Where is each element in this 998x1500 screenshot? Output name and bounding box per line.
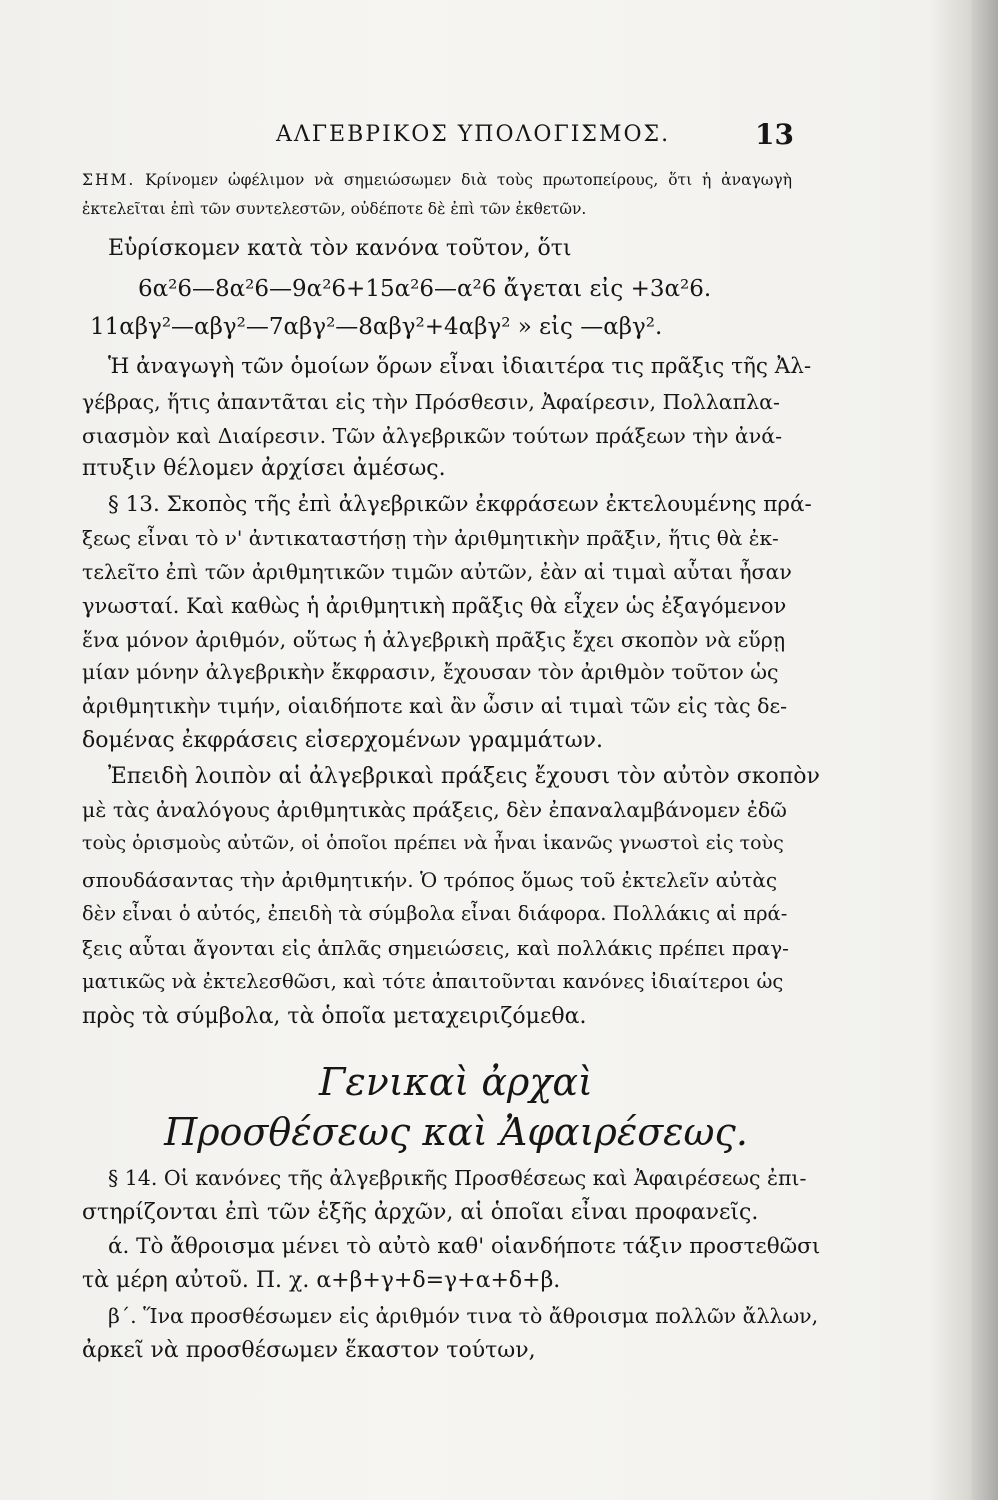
- running-header: ΑΛΓΕΒΡΙΚΟΣ ΥΠΟΛΟΓΙΣΜΟΣ.: [276, 122, 671, 147]
- text-line: τελεῖτο ἐπὶ τῶν ἀριθμητικῶν τιμῶν αὐτῶν, ἐὰν αἱ τιμαὶ αὗται ἦσαν: [82, 560, 792, 584]
- text-line: ματικῶς νὰ ἐκτελεσθῶσι, καὶ τότε ἀπαιτοῦνται κανόνες ἰδιαίτεροι ὡς: [82, 970, 784, 993]
- text-line: τὰ μέρη αὐτοῦ. Π. χ. α+β+γ+δ=γ+α+δ+β.: [82, 1268, 561, 1293]
- text-line: πτυξιν θέλομεν ἀρχίσει ἀμέσως.: [82, 456, 446, 481]
- text-line: ξεως εἶναι τὸ ν' ἀντικαταστήσῃ τὴν ἀριθμητικὴν πρᾶξιν, ἥτις θὰ ἐκ-: [82, 526, 779, 550]
- text-line: Εὑρίσκομεν κατὰ τὸν κανόνα τοῦτον, ὅτι: [108, 236, 572, 261]
- text-line: δὲν εἶναι ὁ αὐτός, ἐπειδὴ τὰ σύμβολα εἶναι διάφορα. Πολλάκις αἱ πρά-: [82, 902, 788, 925]
- text-line: Ἡ ἀναγωγὴ τῶν ὁμοίων ὅρων εἶναι ἰδιαιτέρα τις πρᾶξις τῆς Ἀλ-: [108, 354, 812, 379]
- text-line: πρὸς τὰ σύμβολα, τὰ ὁποῖα μεταχειριζόμεθα.: [82, 1004, 587, 1029]
- text-line: γνωσταί. Καὶ καθὼς ἡ ἀριθμητικὴ πρᾶξις θὰ εἶχεν ὡς ἐξαγόμενον: [82, 594, 787, 618]
- section-heading-line1: Γενικαὶ ἀρχαὶ: [319, 1060, 593, 1104]
- text-line: γέβρας, ἥτις ἀπαντᾶται εἰς τὴν Πρόσθεσιν, Ἀφαίρεσιν, Πολλαπλα-: [82, 390, 780, 414]
- text-line: ἀριθμητικὴν τιμήν, οἱαιδήποτε καὶ ἂν ὦσιν αἱ τιμαὶ τῶν εἰς τὰς δε-: [82, 694, 788, 718]
- text-line: τοὺς ὁρισμοὺς αὐτῶν, οἱ ὁποῖοι πρέπει νὰ ἦναι ἱκανῶς γνωστοὶ εἰς τοὺς: [82, 832, 784, 854]
- text-line: σπουδάσαντας τὴν ἀριθμητικήν. Ὁ τρόπος ὅμως τοῦ ἐκτελεῖν αὐτὰς: [82, 868, 778, 892]
- text-line: § 14. Οἱ κανόνες τῆς ἀλγεβρικῆς Προσθέσεως καὶ Ἀφαιρέσεως ἐπι-: [108, 1166, 807, 1190]
- text-line: ά. Τὸ ἄθροισμα μένει τὸ αὐτὸ καθ' οἱανδήποτε τάξιν προστεθῶσι: [108, 1234, 821, 1259]
- text-line: σιασμὸν καὶ Διαίρεσιν. Τῶν ἀλγεβρικῶν τούτων πράξεων τὴν ἀνά-: [82, 424, 783, 448]
- text-line: στηρίζονται ἐπὶ τῶν ἑξῆς ἀρχῶν, αἱ ὁποῖαι εἶναι προφανεῖς.: [82, 1200, 759, 1225]
- section-heading-line2: Προσθέσεως καὶ Ἀφαιρέσεως.: [164, 1110, 748, 1154]
- page-edge: [972, 0, 998, 1500]
- text-line: μὲ τὰς ἀναλόγους ἀριθμητικὰς πράξεις, δὲν ἐπαναλαμβάνομεν ἐδῶ: [82, 798, 787, 822]
- text-line: ἕνα μόνον ἀριθμόν, οὕτως ἡ ἀλγεβρικὴ πρᾶξις ἔχει σκοπὸν νὰ εὕρῃ: [82, 628, 786, 652]
- note-label: ΣΗΜ.: [82, 171, 136, 189]
- footnote: [82, 166, 792, 224]
- page-number: 13: [755, 118, 794, 151]
- equation-line: 6α²6—8α²6—9α²6+15α²6—α²6 ἄγεται εἰς +3α²6.: [138, 276, 712, 302]
- note-text: Κρίνομεν ὠφέλιμον νὰ σημειώσωμεν διὰ τοὺς πρωτοπείρους, ὅτι ἡ ἀναγωγὴ ἐκτελεῖται ἐπὶ τῶν συντελεστῶν, οὐδέποτε δὲ ἐπὶ τῶν ἐκθετῶν.: [82, 171, 792, 218]
- text-line: Ἐπειδὴ λοιπὸν αἱ ἀλγεβρικαὶ πράξεις ἔχουσι τὸν αὐτὸν σκοπὸν: [108, 764, 820, 789]
- text-line: δομένας ἐκφράσεις εἰσερχομένων γραμμάτων.: [82, 728, 604, 753]
- text-line: μίαν μόνην ἀλγεβρικὴν ἔκφρασιν, ἔχουσαν τὸν ἀριθμὸν τοῦτον ὡς: [82, 660, 779, 684]
- text-line: § 13. Σκοπὸς τῆς ἐπὶ ἀλγεβρικῶν ἐκφράσεων ἐκτελουμένης πρά-: [108, 492, 812, 517]
- text-line: ἀρκεῖ νὰ προσθέσωμεν ἕκαστον τούτων,: [82, 1338, 536, 1363]
- equation-line: 11αβγ²—αβγ²—7αβγ²—8αβγ²+4αβγ² » εἰς —αβγ².: [90, 314, 663, 340]
- text-line: β΄. Ἵνα προσθέσωμεν εἰς ἀριθμόν τινα τὸ ἄθροισμα πολλῶν ἄλλων,: [108, 1304, 819, 1328]
- text-line: ξεις αὗται ἄγονται εἰς ἁπλᾶς σημειώσεις, καὶ πολλάκις πρέπει πραγ-: [82, 936, 789, 960]
